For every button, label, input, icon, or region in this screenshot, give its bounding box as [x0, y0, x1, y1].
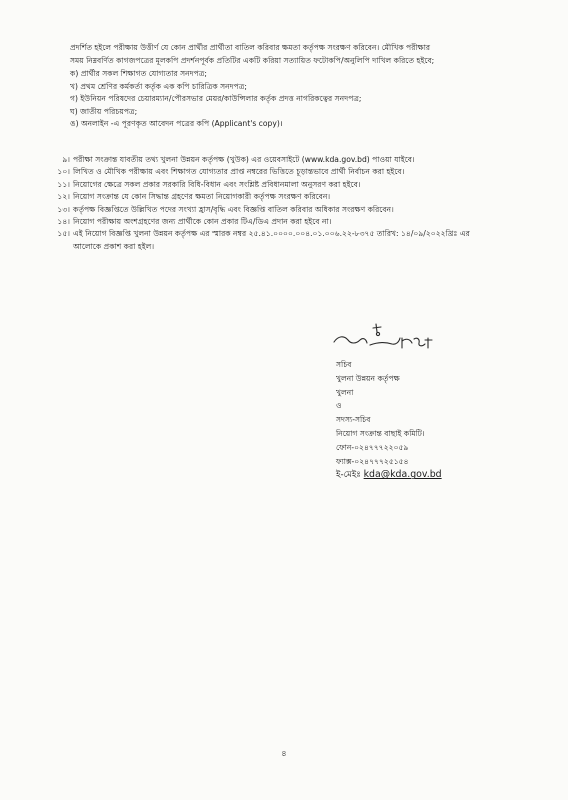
clause-number: ১১।: [57, 179, 70, 189]
signatory-phone: ফোন-০২৪৭৭৭২২০৫৯: [336, 442, 409, 452]
clause-number: ১২।: [57, 192, 70, 202]
clause-15-continuation: আলোকে প্রকাশ করা হইল।: [73, 241, 155, 251]
clause-number: ১০।: [57, 167, 70, 177]
signatory-organization: খুলনা উন্নয়ন কর্তৃপক্ষ: [336, 373, 400, 383]
clause-number: ১৫।: [57, 229, 70, 239]
clause-14: [48, 216, 528, 228]
signatory-city: খুলনা: [336, 387, 354, 397]
clause-11: [48, 179, 528, 191]
document-item-kha: খ) প্রথম শ্রেণির কর্মকর্তা কর্তৃক এক কপি চারিত্রিক সনদপত্র;: [70, 81, 247, 91]
document-item-ka: ক) প্রার্থীর সকল শিক্ষাগত যোগ্যতার সনদপত্র;: [70, 69, 207, 78]
clause-12: [48, 191, 528, 203]
clause-15: [48, 228, 528, 240]
email-label: ই-মেইঃ: [336, 470, 361, 481]
clause-9: [48, 154, 528, 166]
required-documents-list: [70, 68, 361, 131]
clause-text: কর্তৃপক্ষ বিজ্ঞপ্তিতে উল্লিখিত পদের সংখ্যা হ্রাস/বৃদ্ধি এবং বিজ্ঞপ্তি বাতিল করিবার অধিকার সংরক্ষণ করিবেন।: [73, 204, 394, 214]
clause-text: নিয়োগ সংক্রান্ত যে কোন সিদ্ধান্ত গ্রহণের ক্ষমতা নিয়োগকারী কর্তৃপক্ষ সংরক্ষণ করিবেন।: [73, 192, 331, 202]
clause-text: পরীক্ষা সংক্রান্ত যাবতীয় তথ্য খুলনা উন্নয়ন কর্তৃপক্ষ (খুউক) এর ওয়েবসাইটে (www.kda.gov.bd) পাওয়া যাইবে।: [73, 155, 415, 164]
clause-number: ৯।: [62, 155, 70, 164]
signatory-committee: নিয়োগ সংক্রান্ত বাছাই কমিটি।: [336, 428, 425, 438]
email-link[interactable]: kda@kda.gov.bd: [363, 469, 442, 481]
clause-13: [48, 204, 528, 216]
signatory-block: [336, 358, 442, 483]
document-item-uma: ঙ) অনলাইন -এ পূরণকৃত আবেদন পত্রের কপি (Applicant's copy)।: [70, 119, 283, 129]
document-item-gha: ঘ) জাতীয় পরিচয়পত্র;: [70, 106, 138, 116]
signatory-member-secretary: সদস্য-সচিব: [336, 415, 371, 425]
clause-text: নিয়োগের ক্ষেত্রে সকল প্রকার সরকারি বিধি-বিধান এবং সংশ্লিষ্ট প্রবিধানমালা অনুসরণ করা হইবে।: [73, 179, 361, 189]
clause-10: [48, 166, 528, 178]
clause-number: ১৪।: [57, 217, 70, 227]
document-item-ga: গ) ইউনিয়ন পরিষদের চেয়ারম্যান/পৌরসভার মেয়র/কাউন্সিলার কর্তৃক প্রদত্ত নাগরিকত্বের সনদপত্র;: [70, 94, 362, 104]
signatory-designation: সচিব: [336, 360, 352, 369]
clause-text: নিয়োগ পরীক্ষায় অংশগ্রহণের জন্য প্রার্থীকে কোন প্রকার টিএ/ডিএ প্রদান করা হইবে না।: [73, 217, 332, 227]
intro-paragraph: [70, 41, 510, 67]
intro-line-2: সময় নিম্নবর্ণিত কাগজপত্রের মূলকপি প্রদর্শনপূর্বক প্রতিটির একটি করিয়া সত্যায়িত ফটোকপি/অনুলিপি দাখিল করিতে হইবে;: [70, 56, 435, 65]
clause-number: ১৩।: [57, 204, 70, 214]
clauses-list: [48, 154, 528, 253]
page-number: ৪: [281, 749, 287, 758]
clause-text: লিখিত ও মৌখিক পরীক্ষায় এবং শিক্ষাগত যোগ্যতার প্রাপ্ত নম্বরের ভিত্তিতে চূড়ান্তভাবে প্রার্থী নির্বাচন করা হইবে।: [73, 167, 405, 177]
handwritten-signature: [326, 318, 446, 356]
signatory-conjunction: ও: [336, 401, 342, 411]
clause-text: এই নিয়োগ বিজ্ঞপ্তি খুলনা উন্নয়ন কর্তৃপক্ষ এর স্মারক নম্বর ২৫.৪১.০০০০.০০৪.০১.০০৬.২২-৮৩৭৫ তারিখ: ১৪/০৯/২০২২খ্রিঃ এর: [73, 229, 470, 239]
intro-line-1: প্রদর্শিত হইলে পরীক্ষায় উত্তীর্ণ যে কোন প্রার্থীর প্রার্থীতা বাতিল করিবার ক্ষমতা কর্তৃপক্ষ সংরক্ষণ করিবেন। মৌখিক পরীক্ষার: [70, 43, 431, 52]
signatory-email-line: [336, 468, 442, 483]
signatory-fax: ফ্যাক্স-০২৪৭৭৭২৫১৫৪: [336, 456, 409, 466]
